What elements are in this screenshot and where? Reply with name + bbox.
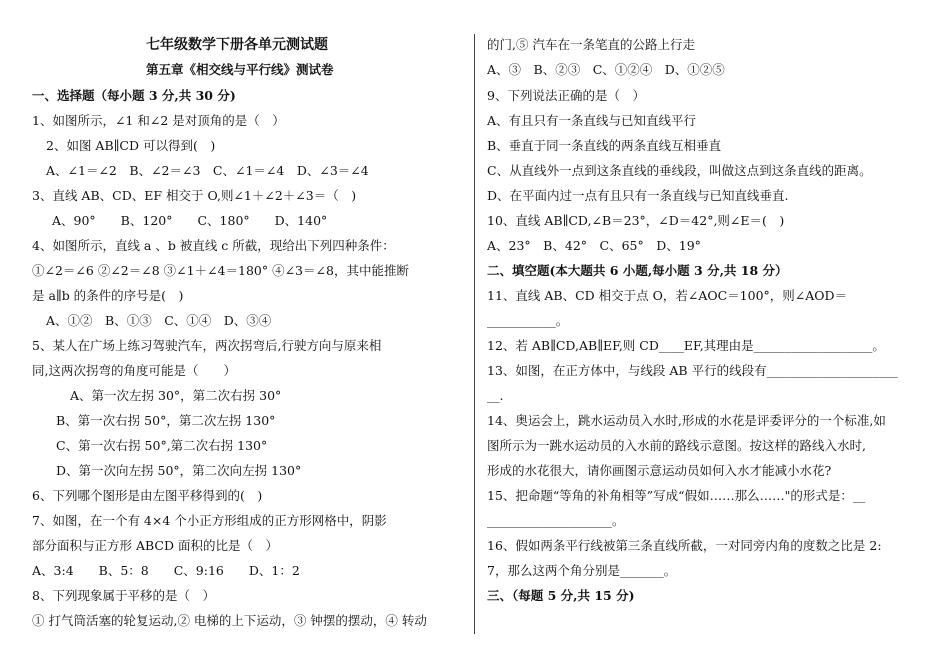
option-line: A、90° B、120° C、180° D、140° <box>52 213 328 228</box>
option-line: A、有且只有一条直线与已知直线平行 <box>487 113 697 128</box>
question-line: 10、直线 AB∥CD,∠B＝23°，∠D＝42°,则∠E＝( ) <box>487 213 785 228</box>
question-line: 4、如图所示，直线 a 、b 被直线 c 所截，现给出下列四种条件： <box>32 238 395 253</box>
question-line: 11、直线 AB、CD 相交于点 O，若∠AOC＝100°，则∠AOD＝ <box>487 288 848 303</box>
option-line: C、从直线外一点到这条直线的垂线段，叫做这点到这条直线的距离。 <box>487 163 872 178</box>
question-line: 是 a∥b 的条件的序号是( ) <box>32 288 184 303</box>
question-line: 16、假如两条平行线被第三条直线所截，一对同旁内角的度数之比是 2: <box>487 538 882 553</box>
question-line: 同,这两次拐弯的角度可能是（ ） <box>32 363 236 378</box>
question-line: 2、如图 AB∥CD 可以得到( ) <box>46 138 216 153</box>
option-line: A、①② B、①③ C、①④ D、③④ <box>46 313 272 328</box>
question-line: ①∠2＝∠6 ②∠2＝∠8 ③∠1＋∠4＝180° ④∠3＝∠8，其中能推断 <box>32 263 409 278</box>
question-line: 7，那么这两个角分别是_______。 <box>487 563 677 578</box>
chapter-subtitle: 第五章《相交线与平行线》测试卷 <box>146 62 334 77</box>
question-line: 9、下列说法正确的是（ ） <box>487 88 645 103</box>
option-line: B、垂直于同一条直线的两条直线互相垂直 <box>487 138 722 153</box>
option-line: C、第一次右拐 50°,第二次右拐 130° <box>56 438 268 453</box>
question-line: ① 打气筒活塞的轮复运动,② 电梯的上下运动，③ 钟摆的摆动，④ 转动 <box>32 613 427 628</box>
section-choice-heading: 一、选择题（每小题 3 分,共 30 分) <box>32 88 236 103</box>
option-line: A、∠1＝∠2 B、∠2＝∠3 C、∠1＝∠4 D、∠3＝∠4 <box>46 163 369 178</box>
question-line: 7、如图，在一个有 4×4 个小正方形组成的正方形网格中，阴影 <box>32 513 387 528</box>
question-line: 6、下列哪个图形是由左图平移得到的( ) <box>32 488 263 503</box>
answer-blank-line: ___________。 <box>487 313 569 328</box>
question-line: 1、如图所示，∠1 和∠2 是对顶角的是（ ） <box>32 113 285 128</box>
option-line: A、③ B、②③ C、①②④ D、①②⑤ <box>487 62 725 77</box>
option-line: D、在平面内过一点有且只有一条直线与已知直线垂直. <box>487 188 789 203</box>
question-line: 12、若 AB∥CD,AB∥EF,则 CD____EF,其理由是___________________。 <box>487 338 885 353</box>
question-line: 8、下列现象属于平移的是（ ） <box>32 588 215 603</box>
column-divider <box>474 34 475 634</box>
question-line: 部分面积与正方形 ABCD 面积的比是（ ） <box>32 538 278 553</box>
option-line: A、23° B、42° C、65° D、19° <box>487 238 701 253</box>
question-line: 13、如图，在正方体中，与线段 AB 平行的线段有_____________________ <box>487 363 898 378</box>
question-line: 图所示为一跳水运动员的入水前的路线示意图。按这样的路线入水时, <box>487 438 866 453</box>
option-line: B、第一次右拐 50°，第二次左拐 130° <box>56 413 276 428</box>
question-line: 15、把命题“等角的补角相等”写成“假如……那么……"的形式是：__ <box>487 488 866 503</box>
question-line: 14、奥运会上，跳水运动员入水时,形成的水花是评委评分的一个标准,如 <box>487 413 886 428</box>
question-line: 形成的水花很大，请你画图示意运动员如何入水才能减小水花? <box>487 463 832 478</box>
question-line: 5、某人在广场上练习驾驶汽车，两次拐弯后,行驶方向与原来相 <box>32 338 382 353</box>
question-line: 的门,⑤ 汽车在一条笔直的公路上行走 <box>487 37 695 52</box>
option-line: A、第一次左拐 30°，第二次右拐 30° <box>70 388 282 403</box>
option-line: D、第一次向左拐 50°，第二次向左拐 130° <box>56 463 302 478</box>
section-fill-heading: 二、填空题(本大题共 6 小题,每小题 3 分,共 18 分） <box>487 263 788 278</box>
section-three-heading: 三、（每题 5 分,共 15 分) <box>487 588 635 603</box>
page-title: 七年级数学下册各单元测试题 <box>146 37 328 53</box>
answer-blank-line: __. <box>487 388 504 403</box>
option-line: A、3:4 B、5：8 C、9:16 D、1：2 <box>32 563 300 578</box>
question-line: 3、直线 AB、CD、EF 相交于 O,则∠1＋∠2＋∠3＝（ ) <box>32 188 357 203</box>
answer-blank-line: ____________________。 <box>487 513 625 528</box>
